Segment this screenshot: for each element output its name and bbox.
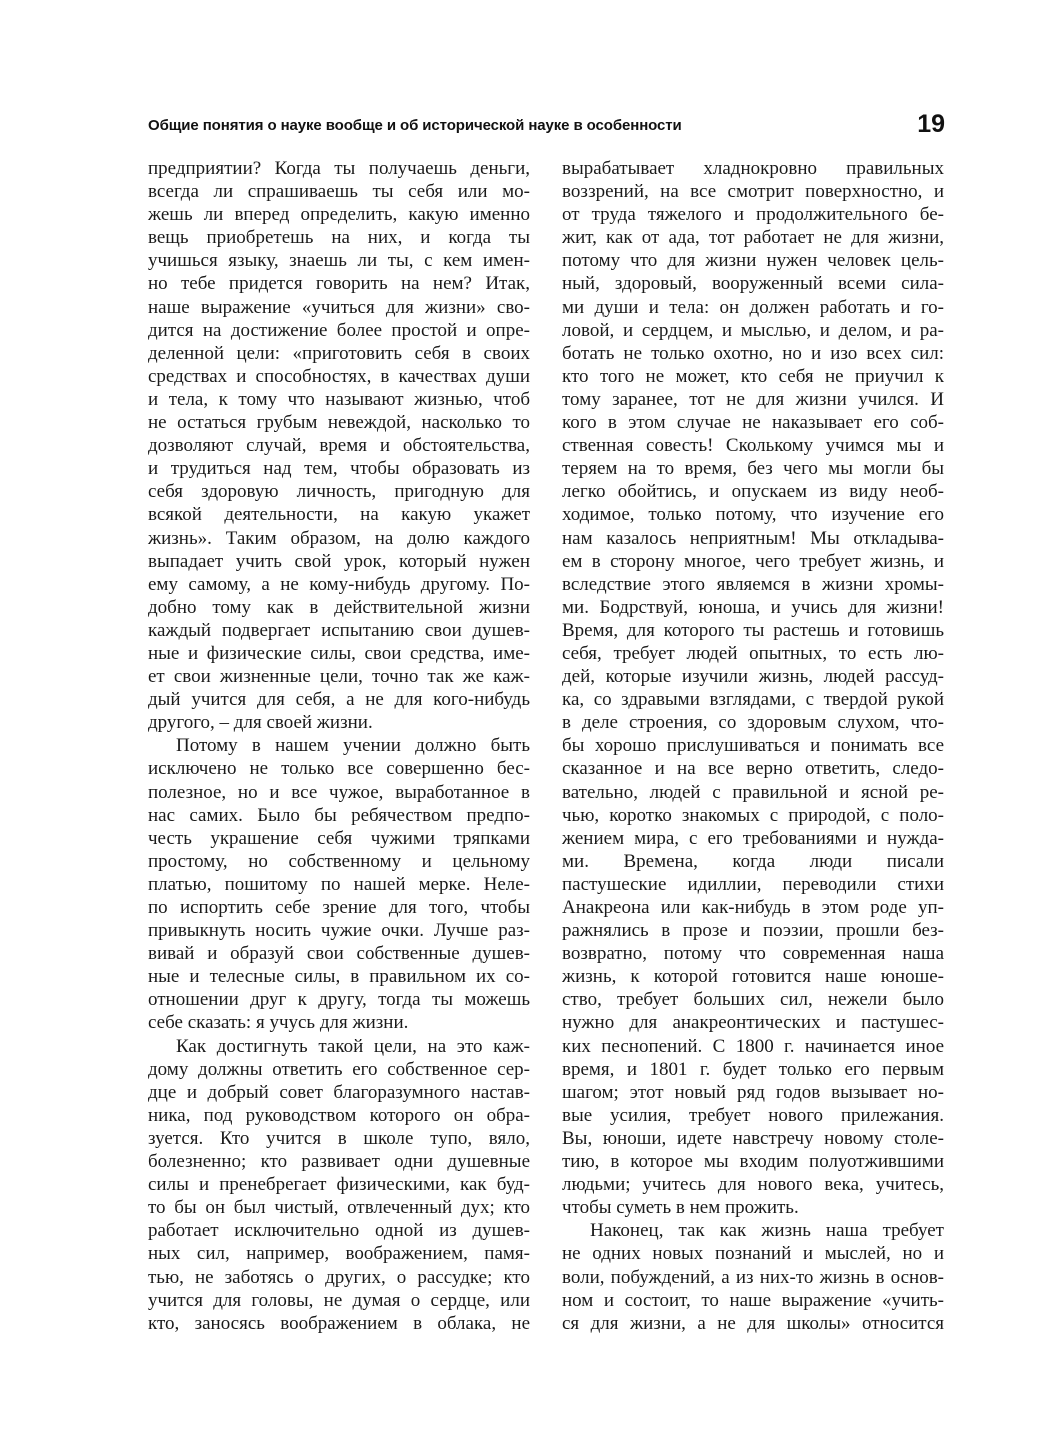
text-line: легко обойтись, и опускаем из виду необ- [562,481,944,503]
text-line: чтобы суметь в нем прожить. [562,1197,799,1219]
text-line: жизнь». Таким образом, на долю каждого [148,527,530,549]
text-line: другого, – для своей жизни. [148,712,373,734]
text-line: нас самих. Было бы ребячеством предпо- [148,804,530,826]
text-line: дый учится для себя, а не для кого-нибудь [148,689,530,711]
text-line: ми души и тела: он должен работать и го- [562,296,944,318]
text-line: ботать не только охотно, но и изо всех сил: [562,342,944,364]
text-line: работает исключительно одной из душев- [148,1220,530,1242]
text-line: кто, заносясь воображением в облака, не [148,1312,530,1334]
text-line: потому что для жизни нужен человек цель- [562,250,944,272]
text-line: дце и добрый совет благоразумного настав- [148,1081,530,1103]
text-line: Вы, юноши, идете навстречу новому столе- [562,1127,944,1149]
text-line: вые усилия, требует нового прилежания. [562,1104,944,1126]
text-line: силы и пренебрегает физическими, как буд- [148,1174,530,1196]
text-line: ном и состоит, то наше выражение «учить- [562,1289,944,1311]
left-text-column [148,157,530,1335]
text-line: ловой, и сердцем, и мыслью, и делом, и ра- [562,319,944,341]
text-line: исключено не только все совершенно бес- [148,758,530,780]
text-line: ет свои жизненные цели, точно так же каж- [148,666,530,688]
text-line: себя, требует людей опытных, то есть лю- [562,642,944,664]
text-line: чью, коротко знакомых с природой, с поло- [562,804,944,826]
text-line: наше выражение «учиться для жизни» сво- [148,296,530,318]
right-text-column [562,157,944,1335]
text-line: теряем на то время, без чего мы могли бы [562,458,944,480]
text-line: всякой деятельности, на какую укажет [148,504,530,526]
text-line: но тебе придется говорить на нем? Итак, [148,273,530,295]
text-line: и тела, к тому что называют жизнью, чтоб [148,388,530,410]
text-line: ника, под руководством которого он обра- [148,1104,530,1126]
text-line: выпадает учить свой урок, который нужен [148,550,530,572]
text-line: Анакреона или как-нибудь в этом роде уп- [562,897,944,918]
text-line: деленной цели: «приготовить себя в своих [148,342,530,364]
text-line: дозволяют случай, время и обстоятельства, [148,435,530,457]
text-line: жизнь, к которой готовится наше юноше- [562,966,944,988]
running-header [148,112,945,140]
text-line: тью, не заботясь о других, о рассудке; кто [148,1266,530,1288]
text-line: ка, со здравыми взглядами, с твердой рукой [562,689,944,711]
text-line: кто того не может, кто себя не приучил к [562,365,944,387]
text-line: дится на достижение более простой и опре- [148,319,530,341]
text-line: зуется. Кто учится в школе тупо, вяло, [148,1127,530,1149]
text-line: не остаться грубым невеждой, насколько то [148,412,530,434]
text-line: отношении друг к другу, тогда ты можешь [148,989,530,1011]
text-line: жит, как от ада, тот работает не для жизни, [562,227,944,249]
text-line: шагом; этот новый ряд годов вызывает но- [562,1081,944,1103]
text-line: простому, но собственному и цельному [148,850,530,872]
text-line: от труда тяжелого и продолжительного бе- [562,204,944,226]
text-line: людьми; учитесь для нового века, учитесь, [562,1174,944,1196]
text-line: вательно, людей с правильной и ясной ре- [562,781,944,803]
text-line: сказанное и на все верно ответить, следо- [562,758,944,780]
text-line: честь украшение себя чужими тряпками [148,827,530,849]
text-line: тому заранее, тот не для жизни учился. И [562,388,944,410]
text-line: Время, для которого ты растешь и готовишь [562,619,944,641]
text-line: привыкнуть носить чужие очки. Лучше раз- [148,920,530,942]
text-line: бы хорошо прислушиваться и понимать все [562,735,944,757]
text-line: Наконец, так как жизнь наша требует [590,1220,944,1242]
text-line: Как достигнуть такой цели, на это каж- [176,1035,530,1057]
text-line: ражнялись в прозе и поэзии, прошли без- [562,920,944,942]
running-title: Общие понятия о науке вообще и об исторической науке в особенности [148,117,682,134]
text-line: и трудиться над тем, чтобы образовать из [148,458,530,480]
text-line: себе сказать: я учусь для жизни. [148,1012,409,1034]
text-line: ми. Бодрствуй, юноша, и учись для жизни! [562,596,944,618]
text-line: кого в этом случае не наказывает его соб- [562,412,944,434]
text-line: ких песнопений. С 1800 г. начинается иное [562,1035,944,1057]
text-line: болезненно; кто развивает одни душевные [148,1151,530,1173]
text-line: воли, побуждений, а из них-то жизнь в основ- [562,1266,944,1288]
text-line: ем в сторону многое, чего требует жизнь, и [562,550,944,572]
page-number: 19 [917,110,945,138]
text-line: каждый подвергает испытанию свои душев- [148,619,530,641]
text-line: то бы он был чистый, отвлеченный дух; кто [148,1197,530,1219]
text-line: предприятии? Когда ты получаешь деньги, [148,158,530,179]
text-line: ные и телесные силы, в правильном их со- [148,966,530,988]
text-line: средствах и способностях, в качествах души [148,365,530,387]
text-line: по испортить себе зрение для того, чтобы [148,897,530,918]
text-line: ходимое, только потому, что изучение его [562,504,944,526]
text-line: жешь ли вперед определить, какую именно [148,204,530,226]
text-line: в деле строения, со здоровым слухом, что- [562,712,944,734]
text-line: полезное, но и все чужое, выработанное в [148,781,530,803]
text-line: тию, в которое мы входим полуотжившими [562,1151,944,1173]
text-line: дому должны ответить его собственное сер- [148,1058,530,1080]
text-line: вещь приобретешь на них, и когда ты [148,227,530,249]
text-line: учится для головы, не думая о сердце, или [148,1289,530,1311]
text-line: воззрений, на все смотрит поверхностно, и [562,181,944,203]
text-line: возвратно, потому что современная наша [562,943,944,965]
text-line: ные и физические силы, свои средства, име- [148,642,530,664]
text-line: вследствие этого являемся в жизни хромы- [562,573,944,595]
text-line: время, и 1801 г. будет только его первым [562,1058,944,1080]
text-line: ство, требует больших сил, нежели было [562,989,944,1011]
text-line: себя здоровую личность, пригодную для [148,481,530,503]
text-line: ных сил, например, воображением, памя- [148,1243,530,1265]
text-line: вырабатывает хладнокровно правильных [562,158,944,179]
text-line: ный, здоровый, вооруженный всеми сила- [562,273,944,295]
text-line: нам казалось неприятным! Мы откладыва- [562,527,944,549]
text-line: учишься языку, знаешь ли ты, с кем имен- [148,250,530,272]
text-line: ми. Времена, когда люди писали [562,850,944,872]
text-line: жением мира, с его требованиями и нужда- [562,827,944,849]
text-line: пастушеские идиллии, переводили стихи [562,873,944,895]
text-line: платью, пошитому по нашей мерке. Неле- [148,873,530,895]
text-line: добно тому как в действительной жизни [148,596,530,618]
text-line: ему самому, а не кому-нибудь другому. По- [148,573,530,595]
text-line: ственная совесть! Сколькому учимся мы и [562,435,944,457]
text-line: всегда ли спрашиваешь ты себя или мо- [148,181,530,203]
text-line: вивай и образуй свои собственные душев- [148,943,530,965]
text-line: ся для жизни, а не для школы» относится [562,1312,944,1334]
text-line: не одних новых познаний и мыслей, но и [562,1243,944,1265]
text-line: дей, которые изучили жизнь, людей рассуд- [562,666,944,688]
text-line: Потому в нашем учении должно быть [176,735,530,757]
text-line: нужно для анакреонтических и пастушес- [562,1012,944,1034]
